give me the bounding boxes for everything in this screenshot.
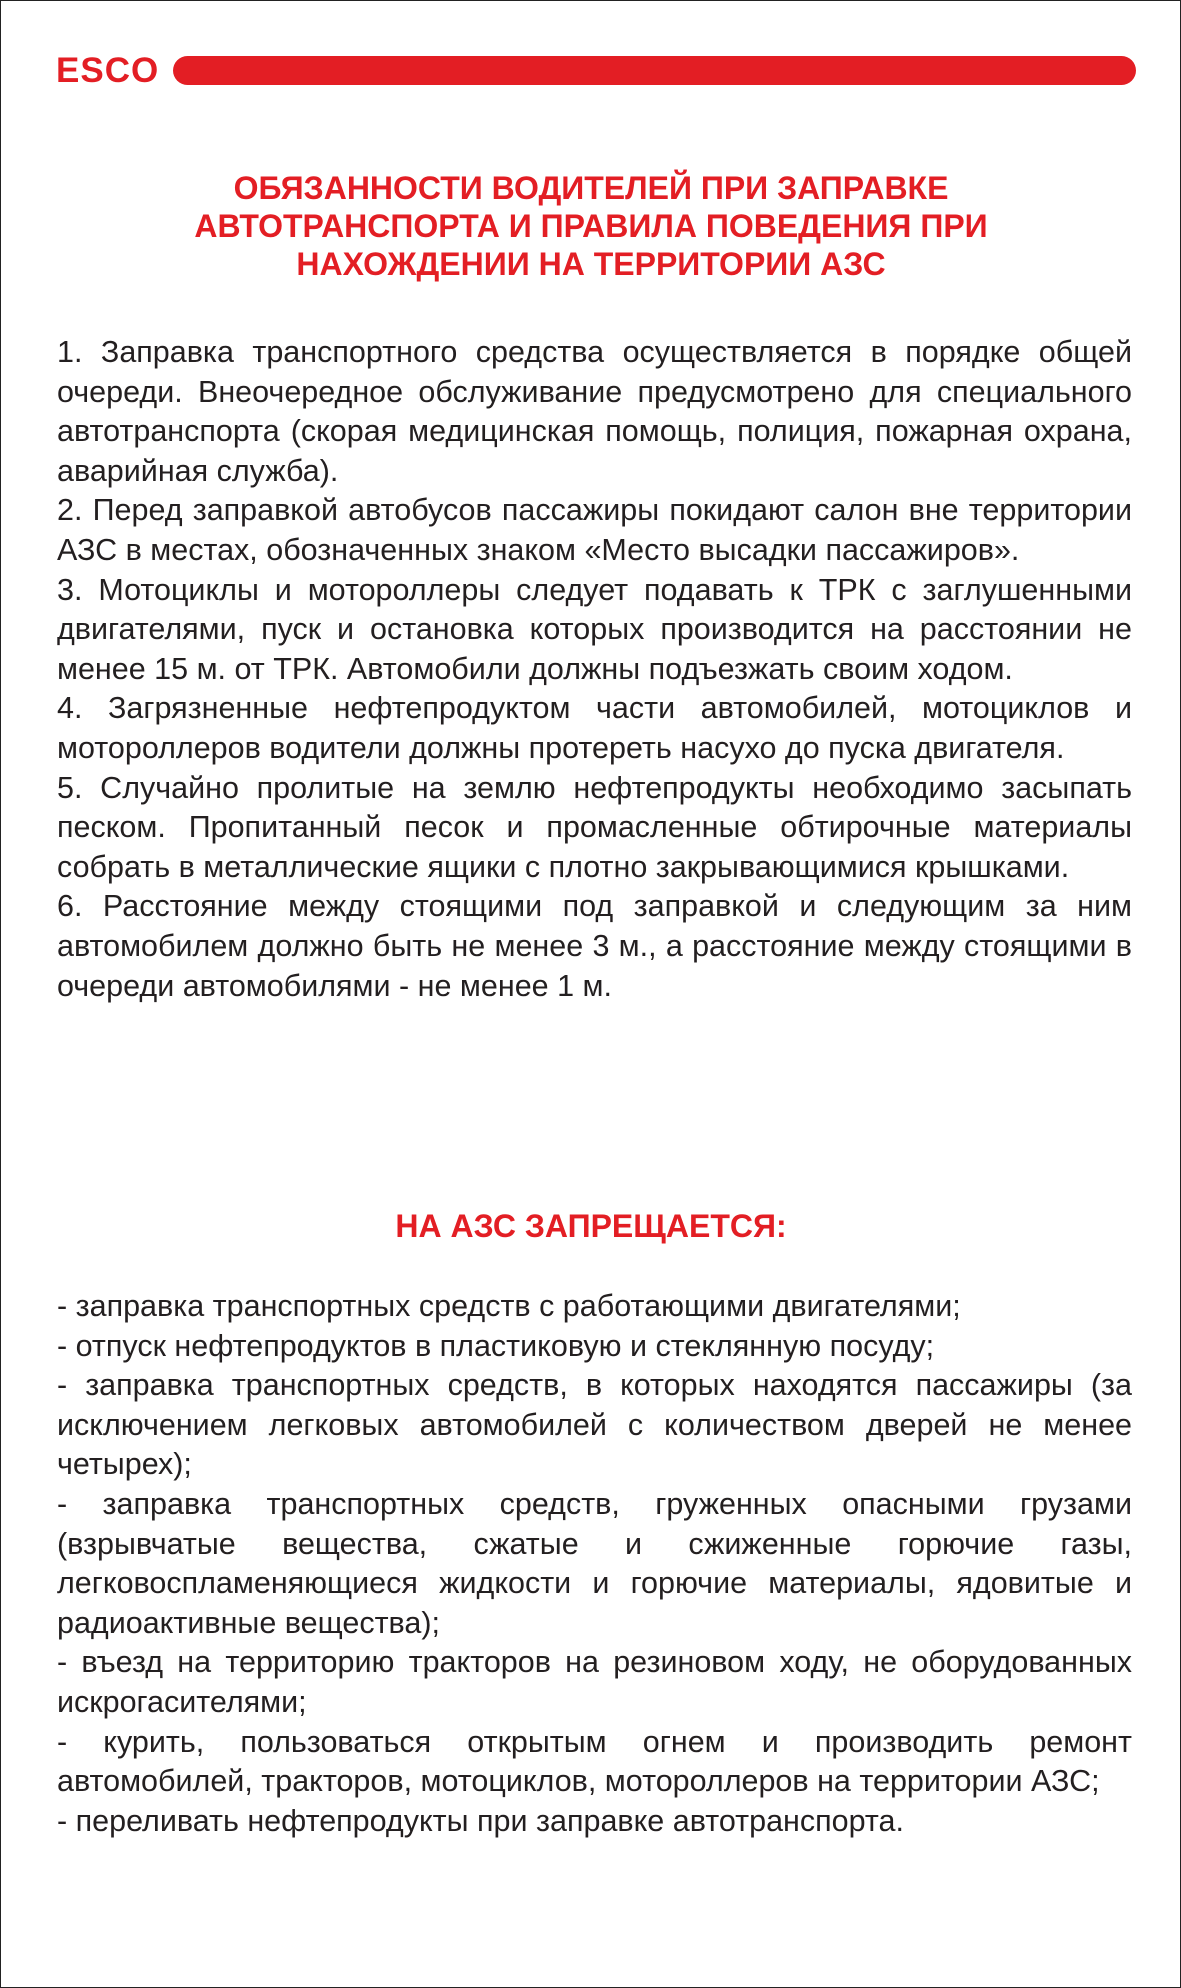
header: [56, 51, 1136, 89]
red-header-bar: [173, 56, 1136, 85]
title-line: ОБЯЗАННОСТИ ВОДИТЕЛЕЙ ПРИ ЗАПРАВКЕ: [233, 170, 949, 206]
rule-item: 3. Мотоциклы и мотороллеры следует подавать к ТРК с заглушенными двигателями, пуск и остановка которых производится на расстоянии не менее 15 м. от ТРК. Автомобили должны подъезжать своим ходом.: [57, 572, 1132, 686]
title-line: АВТОТРАНСПОРТА И ПРАВИЛА ПОВЕДЕНИЯ ПРИ: [194, 208, 988, 244]
rule-item: 6. Расстояние между стоящими под заправкой и следующим за ним автомобилем должно быть не менее 3 м., а расстояние между стоящими в очереди автомобилями - не менее 1 м.: [57, 889, 1132, 1003]
prohibited-item: - отпуск нефтепродуктов в пластиковую и стеклянную посуду;: [57, 1328, 935, 1363]
rule-item: 1. Заправка транспортного средства осуществляется в порядке общей очереди. Внеочередное обслуживание предусмотрено для специального автотранспорта (скорая медицинская помощь, полиция, пожарная охрана, аварийная служба).: [57, 335, 1132, 488]
prohibited-item: - заправка транспортных средств, в которых находятся пассажиры (за исключением легковых автомобилей с количеством дверей не менее четырех);: [57, 1368, 1132, 1482]
title-line: НАХОЖДЕНИИ НА ТЕРРИТОРИИ АЗС: [296, 246, 886, 282]
prohibited-item: - курить, пользоваться открытым огнем и производить ремонт автомобилей, тракторов, мотоциклов, мотороллеров на территории АЗС;: [57, 1724, 1132, 1799]
rule-item: 4. Загрязненные нефтепродуктом части автомобилей, мотоциклов и мотороллеров водители должны протереть насухо до пуска двигателя.: [57, 691, 1132, 765]
page-title: [51, 169, 1131, 283]
rule-item: 2. Перед заправкой автобусов пассажиры покидают салон вне территории АЗС в местах, обозначенных знаком «Место высадки пассажиров».: [57, 493, 1132, 567]
prohibited-item: - въезд на территорию тракторов на резиновом ходу, не оборудованных искрогасителями;: [57, 1645, 1132, 1719]
esco-logo: ESCO: [56, 50, 160, 90]
prohibited-item: - переливать нефтепродукты при заправке автотранспорта.: [57, 1803, 904, 1838]
prohibited-item: - заправка транспортных средств, груженных опасными грузами (взрывчатые вещества, сжатые и сжиженные горючие газы, легковоспламеняющиеся жидкости и горючие материалы, ядовитые и радиоактивные вещества);: [57, 1486, 1132, 1640]
prohibited-item: - заправка транспортных средств с работающими двигателями;: [57, 1289, 961, 1323]
rule-item: 5. Случайно пролитые на землю нефтепродукты необходимо засыпать песком. Пропитанный песок и промасленные обтирочные материалы собрать в металлические ящики с плотно закрывающимися крышками.: [57, 770, 1132, 884]
prohibited-heading: НА АЗС ЗАПРЕЩАЕТСЯ:: [395, 1208, 787, 1244]
prohibited-list: [57, 1287, 1132, 1841]
rules-section: [57, 333, 1132, 1006]
